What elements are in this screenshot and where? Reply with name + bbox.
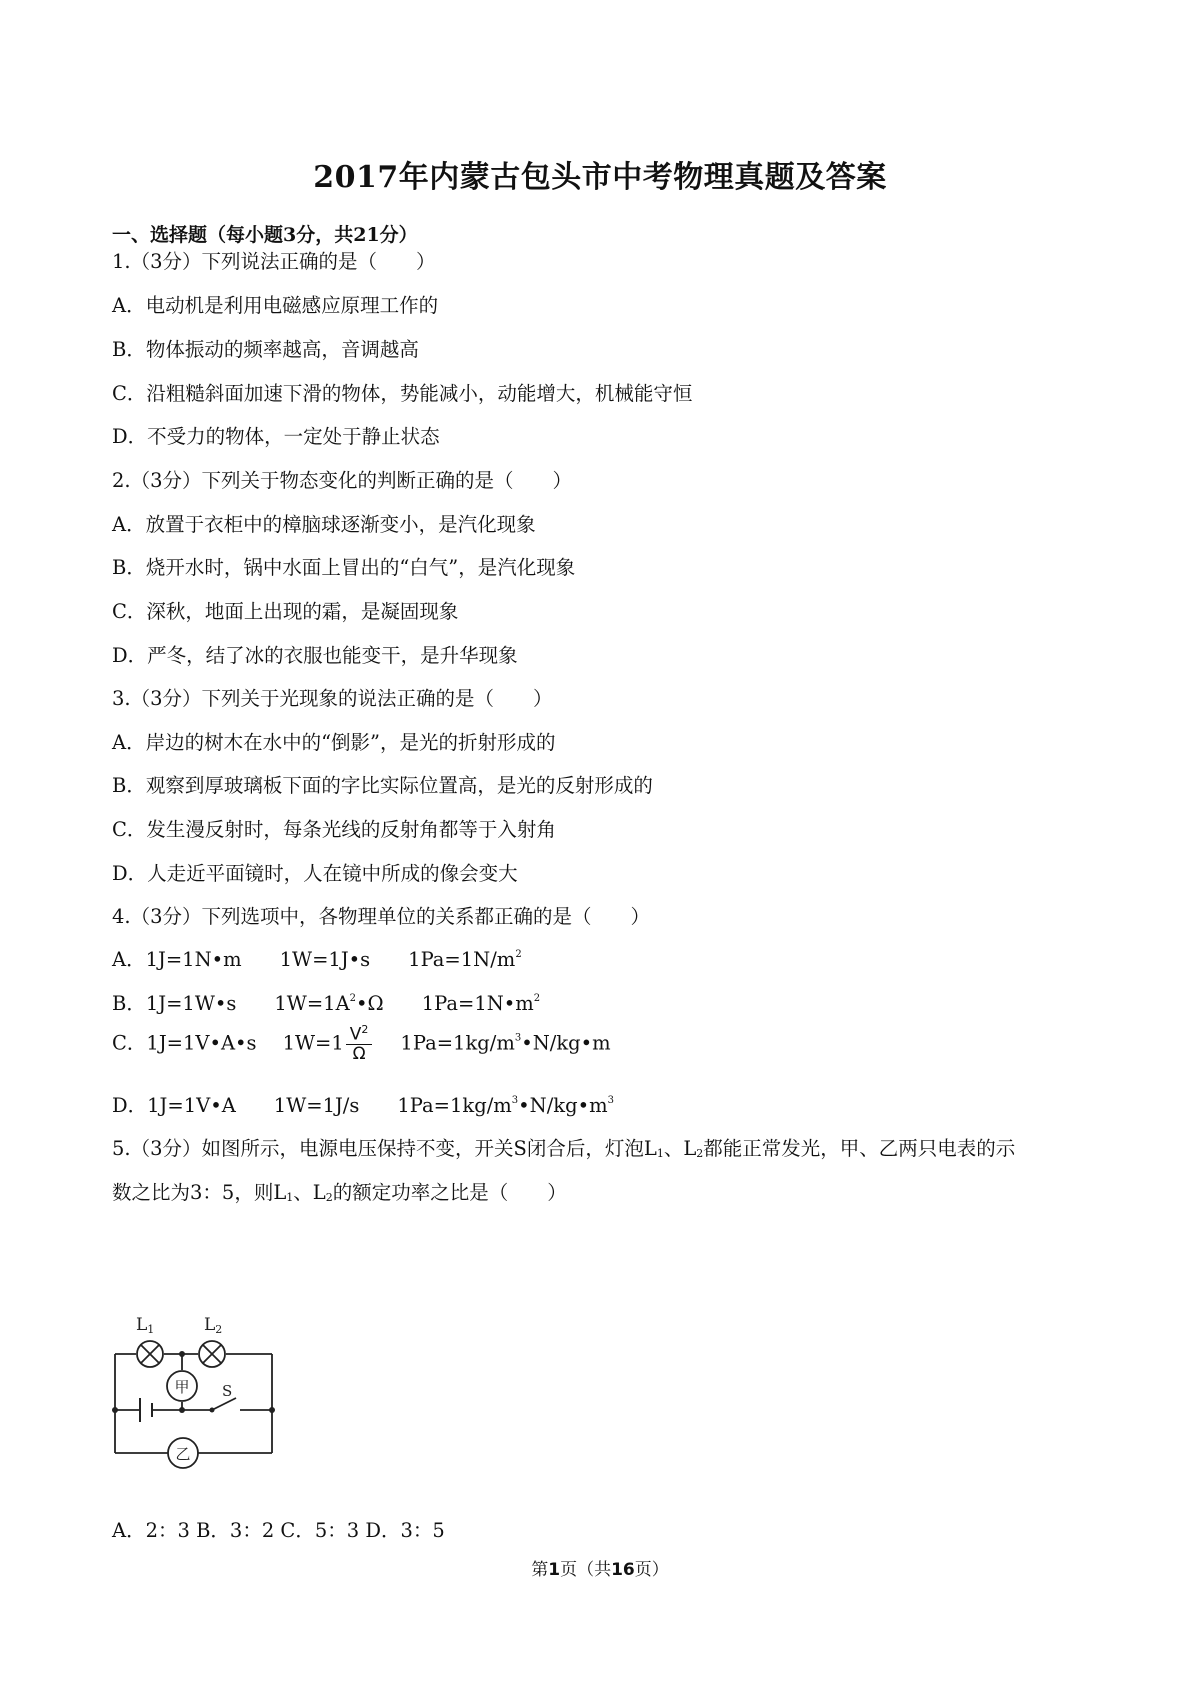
exponent: 2 — [349, 993, 357, 1004]
question-1-option-b: B．物体振动的频率越高，音调越高 — [112, 338, 419, 361]
unit-pascal: 1Pa=1kg/m — [397, 1094, 512, 1117]
unit-watt: 1W=1A — [274, 992, 350, 1015]
meter-jia-label: 甲 — [174, 1378, 190, 1396]
meter-yi-label: 乙 — [175, 1445, 191, 1463]
unit-pascal: 1Pa=1N•m — [421, 992, 534, 1015]
switch-label: S — [222, 1382, 233, 1400]
unit-joule: 1J=1V•A•s — [146, 1031, 257, 1055]
option-label: D． — [112, 1094, 148, 1117]
question-5-options: A．2：3 B．3：2 C．5：3 D．3：5 — [112, 1519, 445, 1542]
unit-watt-tail: •Ω — [356, 992, 384, 1015]
question-3-option-c: C．发生漫反射时，每条光线的反射角都等于入射角 — [112, 818, 556, 841]
circuit-diagram — [100, 1310, 300, 1490]
option-label: C． — [112, 1031, 147, 1055]
unit-pascal-tail: •N/kg•m — [521, 1031, 611, 1055]
question-2-option-c: C．深秋，地面上出现的霜，是凝固现象 — [112, 600, 459, 623]
question-4-option-a — [112, 944, 522, 972]
unit-watt: 1W=1 — [282, 1031, 344, 1055]
question-2-option-a: A．放置于衣柜中的樟脑球逐渐变小，是汽化现象 — [112, 513, 536, 536]
question-3-stem: 3.（3分）下列关于光现象的说法正确的是（ ） — [112, 687, 553, 710]
question-3-option-d: D．人走近平面镜时，人在镜中所成的像会变大 — [112, 862, 518, 885]
question-1-option-c: C．沿粗糙斜面加速下滑的物体，势能减小，动能增大，机械能守恒 — [112, 382, 693, 405]
fraction-denominator: Ω — [352, 1044, 366, 1065]
section-heading: 一、选择题（每小题3分，共21分） — [112, 224, 418, 246]
question-4-option-b — [112, 988, 540, 1016]
question-1-option-d: D．不受力的物体，一定处于静止状态 — [112, 425, 440, 448]
lamp-l2-label: L2 — [204, 1315, 223, 1336]
question-5-stem-line-1: 5.（3分）如图所示，电源电压保持不变，开关S闭合后，灯泡L1、L2都能正常发光，甲、乙两只电表的示 — [112, 1137, 1016, 1160]
lamp-l1-label: L1 — [136, 1315, 155, 1336]
question-5-stem-line-2: 数之比为3：5，则L1、L2的额定功率之比是（ ） — [112, 1181, 567, 1204]
current-page: 1 — [548, 1560, 561, 1580]
unit-watt: 1W=1J•s — [279, 948, 371, 971]
question-1-stem: 1.（3分）下列说法正确的是（ ） — [112, 250, 436, 273]
total-pages: 16 — [611, 1560, 635, 1580]
question-1-option-a: A．电动机是利用电磁感应原理工作的 — [112, 294, 439, 317]
question-2-stem: 2.（3分）下列关于物态变化的判断正确的是（ ） — [112, 469, 573, 492]
page-footer: 第1页（共16页） — [531, 1560, 669, 1580]
question-3-option-a: A．岸边的树木在水中的“倒影”，是光的折射形成的 — [112, 731, 556, 754]
exponent: 2 — [515, 949, 522, 960]
exponent: 3 — [607, 1095, 614, 1106]
question-4-stem: 4.（3分）下列选项中，各物理单位的关系都正确的是（ ） — [112, 905, 651, 928]
exponent: 2 — [533, 993, 541, 1004]
exponent: 3 — [514, 1032, 522, 1044]
question-2-option-b: B．烧开水时，锅中水面上冒出的“白气”，是汽化现象 — [112, 556, 576, 579]
fraction — [346, 1024, 373, 1064]
question-2-option-d: D．严冬，结了冰的衣服也能变干，是升华现象 — [112, 644, 518, 667]
unit-joule: 1J=1N•m — [145, 948, 242, 971]
exponent: 3 — [511, 1095, 519, 1106]
unit-watt: 1W=1J/s — [273, 1094, 360, 1117]
question-3-option-b: B．观察到厚玻璃板下面的字比实际位置高，是光的反射形成的 — [112, 774, 653, 797]
option-label: B． — [112, 992, 146, 1015]
document-title: 2017年内蒙古包头市中考物理真题及答案 — [313, 160, 887, 195]
question-4-option-c — [112, 1024, 611, 1064]
unit-pascal: 1Pa=1kg/m — [400, 1031, 515, 1055]
option-label: A． — [112, 948, 146, 971]
fraction-numerator: $V^2$ — [346, 1024, 373, 1045]
unit-joule: 1J=1V•A — [147, 1094, 236, 1117]
unit-pascal-tail: •N/kg•m — [518, 1094, 608, 1117]
question-4-option-d — [112, 1090, 614, 1118]
unit-joule: 1J=1W•s — [145, 992, 237, 1015]
unit-pascal: 1Pa=1N/m — [408, 948, 516, 971]
